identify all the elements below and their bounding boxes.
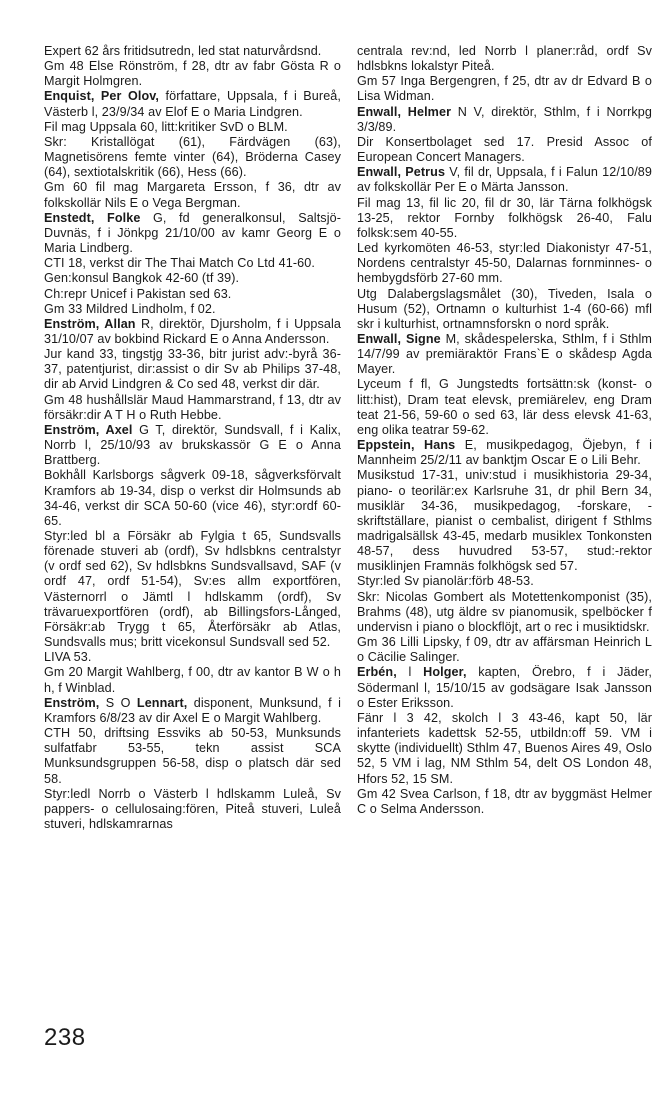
entry-text: Musikstud 17-31, univ:stud i musikhistoria 29-34, piano- o teorilär:ex Karlsruhe 31, dr phil Bern 34, musiklär 34-36, musikpedagog, -forskare, -skriftställare, pianist o cembalist, dirigent f Sthlms madrigalsällsk 43-45, medarb musiklex Tonkonsten 48-57, dess huvudred 53-57, stud:-rektor musiklinjen Framnäs folkhögsk sed 57. (357, 468, 652, 574)
text-paragraph (44, 287, 341, 302)
text-paragraph (357, 377, 652, 438)
entry-text: Gen:konsul Bangkok 42-60 (tf 39). (44, 271, 240, 286)
entry-text: Gm 48 Else Rönström, f 28, dtr av fabr Gösta R o Margit Holmgren. (44, 59, 341, 89)
entry-paragraph (44, 423, 341, 468)
entry-paragraph (44, 317, 341, 347)
page-number: 238 (44, 1024, 86, 1051)
entry-text: Gm 20 Margit Wahlberg, f 00, dtr av kantor B W o h h, f Winblad. (44, 665, 341, 695)
entry-name: Enstedt, Folke (44, 210, 141, 225)
entry-paragraph (357, 165, 652, 195)
entry-text: N V, direktör, Sthlm, f i Norrkpg 3/3/89. (357, 104, 652, 134)
entry-text: Styr:ledl Norrb o Västerb l hdlskamm Luleå, Sv pappers- o cellulosaing:fören, Piteå stuveri, Luleå stuveri, hdlskamrarnas (44, 786, 341, 831)
text-paragraph (44, 393, 341, 423)
entry-name: Enström, Axel (44, 422, 133, 437)
text-paragraph (44, 726, 341, 787)
text-paragraph (44, 650, 341, 665)
entry-text: Gm 57 Inga Bergengren, f 25, dtr av dr Edvard B o Lisa Widman. (357, 74, 652, 104)
text-paragraph (357, 74, 652, 104)
entry-paragraph (357, 438, 652, 468)
entry-text: S O (99, 695, 137, 710)
entry-text: E, musikpedagog, Öjebyn, f i Mannheim 25/2/11 av banktjm Oscar E o Lili Behr. (357, 438, 653, 468)
text-paragraph (44, 120, 341, 135)
text-paragraph (357, 590, 652, 635)
entry-text: V, fil dr, Uppsala, f i Falun 12/10/89 av folkskollär Per E o Märta Jansson. (357, 165, 653, 195)
entry-text: Gm 36 Lilli Lipsky, f 09, dtr av affärsman Heinrich L o Cäcilie Salinger. (357, 635, 652, 665)
text-paragraph (357, 787, 652, 817)
text-paragraph (357, 196, 652, 241)
entry-text: R, direktör, Djursholm, f i Uppsala 31/10/07 av bokbind Rickard E o Anna Andersson. (44, 316, 341, 346)
entry-text: Gm 42 Svea Carlson, f 18, dtr av byggmäst Helmer C o Selma Andersson. (357, 786, 652, 816)
text-paragraph (357, 44, 652, 74)
entry-text: CTI 18, verkst dir The Thai Match Co Ltd 41-60. (44, 256, 315, 271)
entry-text: kapten, Örebro, f i Jäder, Södermanl l, 15/10/15 av godsägare Isak Jansson o Ester Eriksson. (357, 665, 652, 710)
text-paragraph (357, 287, 652, 332)
entry-text: LIVA 53. (44, 650, 92, 665)
entry-text: l (396, 665, 424, 680)
text-paragraph (44, 59, 341, 89)
entry-text: Skr: Kristallögat (61), Färdvägen (63), Magnetisörens femte vinter (64), Bröderna Casey (64), sextiotalskritik (66), Hess (66). (44, 134, 341, 180)
entry-text: Fil mag Uppsala 60, litt:kritiker SvD o BLM. (44, 119, 288, 134)
entry-paragraph (357, 665, 652, 710)
text-paragraph (44, 787, 341, 832)
entry-name: Eppstein, Hans (357, 438, 456, 453)
right-column (357, 44, 652, 817)
text-paragraph (44, 180, 341, 210)
text-paragraph (357, 241, 652, 286)
entry-text: författare, Uppsala, f i Bureå, Västerb l, 23/9/34 av Elof E o Maria Lindgren. (44, 89, 341, 119)
text-paragraph (44, 529, 341, 650)
entry-text: Gm 33 Mildred Lindholm, f 02. (44, 301, 216, 316)
entry-text: Skr: Nicolas Gombert als Motettenkomponist (35), Brahms (48), utg äldre sv pianomusik, spelböcker f undervisn i piano o blockflöjt, art o rec i musiktidskr. (357, 589, 652, 634)
entry-text: Gm 60 fil mag Margareta Ersson, f 36, dtr av folkskollär Nils E o Vega Bergman. (44, 180, 341, 210)
entry-text: centrala rev:nd, led Norrb l planer:råd, ordf Sv hdlsbkns lokalstyr Piteå. (357, 44, 652, 74)
text-paragraph (357, 468, 652, 574)
entry-paragraph (44, 211, 341, 256)
entry-text: Lyceum f fl, G Jungstedts fortsättn:sk (konst- o litt:hist), Dram teat elevsk, premiärelev, eng Dram teat 21-56, 59-60 o sed 63, lär dess elevsk 41-63, eng olika teatrar 59-62. (357, 377, 652, 437)
entry-paragraph (357, 332, 652, 377)
text-paragraph (44, 256, 341, 271)
entry-text: Expert 62 års fritidsutredn, led stat naturvårdsnd. (44, 44, 322, 58)
entry-text: G, fd generalkonsul, Saltsjö-Duvnäs, f i Jönkpg 21/10/00 av kamr Georg E o Maria Lindberg. (44, 210, 341, 256)
entry-text: Gm 48 hushållslär Maud Hammarstrand, f 13, dtr av försäkr:dir A T H o Ruth Hebbe. (44, 392, 341, 422)
text-paragraph (44, 665, 341, 695)
entry-name: Lennart, (136, 695, 188, 710)
text-paragraph (357, 711, 652, 787)
entry-name: Enwall, Signe (357, 331, 441, 346)
entry-paragraph (44, 89, 341, 119)
entry-text: Styr:led bl a Försäkr ab Fylgia t 65, Sundsvalls förenade stuveri ab (ordf), Sv hdlsbkns centralstyr (v ordf sed 62), Sv hdlsbkns Sundsvallsavd, SAF (v ordf 47, ordf 51-54), Sv:es allm exportfören, Västernorrl o Jämtl l hdlskamm (ordf), Sv trävaruexportfören (ordf), ab Billingsfors-Långed, Försäkr:ab Trygg t 65, Återförsäkr ab Atlas, Sundsvalls mus; britt vicekonsul Sundsvall sed 52. (44, 529, 341, 650)
entry-text: G T, direktör, Sundsvall, f i Kalix, Norrb l, 25/10/93 av brukskassör G E o Anna Brattberg. (44, 422, 341, 468)
text-paragraph (357, 635, 652, 665)
entry-text: Styr:led Sv pianolär:förb 48-53. (357, 574, 534, 589)
text-paragraph (357, 135, 652, 165)
entry-text: Bokhåll Karlsborgs sågverk 09-18, sågverksförvalt Kramfors ab 19-34, disp o verkst dir Holmsunds ab 34-46, verkst dir SCA 50-60 (vice 46), styr:ordf 60-65. (44, 468, 341, 528)
text-paragraph (44, 271, 341, 286)
entry-paragraph (44, 696, 341, 726)
entry-text: Fänr l 3 42, skolch l 3 43-46, kapt 50, lär infanteriets kadettsk 52-55, utbildn:off 59. VM i skytte (individuellt) Sthlm 47, Buenos Aires 49, Oslo 52, 5 VM i lag, NM Sthlm 54, delt OS London 48, Hfors 52, 15 SM. (357, 710, 652, 786)
entry-name: Enwall, Helmer (357, 104, 452, 119)
entry-name: Erbén, (357, 665, 397, 680)
entry-name: Enström, Allan (44, 316, 136, 331)
entry-text: Utg Dalabergslagsmålet (30), Tiveden, Isala o Husum (52), Ortnamn o kulturhist 1-4 (60-66) mfl skr i kulturhist, ortnamnsforskn o nord språk. (357, 286, 652, 331)
entry-text: disponent, Munksund, f i Kramfors 6/8/23 av dir Axel E o Margit Wahlberg. (44, 695, 341, 725)
entry-text: Fil mag 13, fil lic 20, fil dr 30, lär Tärna folkhögsk 13-25, rektor Fornby folkhögsk 26-40, Falu folksk:sem 40-55. (357, 195, 652, 240)
entry-name: Enström, (44, 695, 100, 710)
left-column (44, 44, 341, 832)
entry-name: Enquist, Per Olov, (44, 89, 160, 104)
entry-paragraph (357, 105, 652, 135)
entry-name: Holger, (423, 665, 467, 680)
entry-text: Ch:repr Unicef i Pakistan sed 63. (44, 286, 232, 301)
entry-text: M, skådespelerska, Sthlm, f i Sthlm 14/7/99 av premiäraktör Frans`E o skådesp Agda Mayer. (357, 331, 652, 377)
text-paragraph (44, 44, 341, 59)
text-paragraph (357, 574, 652, 589)
entry-text: Dir Konsertbolaget sed 17. Presid Assoc of European Concert Managers. (357, 134, 652, 165)
text-paragraph (44, 302, 341, 317)
entry-text: Jur kand 33, tingstjg 33-36, bitr jurist adv:-byrå 36-37, patentjurist, dir:assist o dir Sv ab Philips 37-48, dir ab Arvid Lindgren & Co sed 48, verkst dir där. (44, 347, 341, 392)
text-paragraph (44, 468, 341, 529)
entry-text: CTH 50, driftsing Essviks ab 50-53, Munksunds sulfatfabr 53-55, tekn assist SCA Munksundsgruppen 56-58, disp o platsch där sed 58. (44, 726, 341, 786)
entry-text: Led kyrkomöten 46-53, styr:led Diakonistyr 47-51, Nordens centralstyr 45-50, Dalarnas fornminnes- o hembygdsförb 27-60 mm. (357, 241, 652, 286)
text-paragraph (44, 347, 341, 392)
text-paragraph (44, 135, 341, 180)
entry-name: Enwall, Petrus (357, 165, 446, 180)
